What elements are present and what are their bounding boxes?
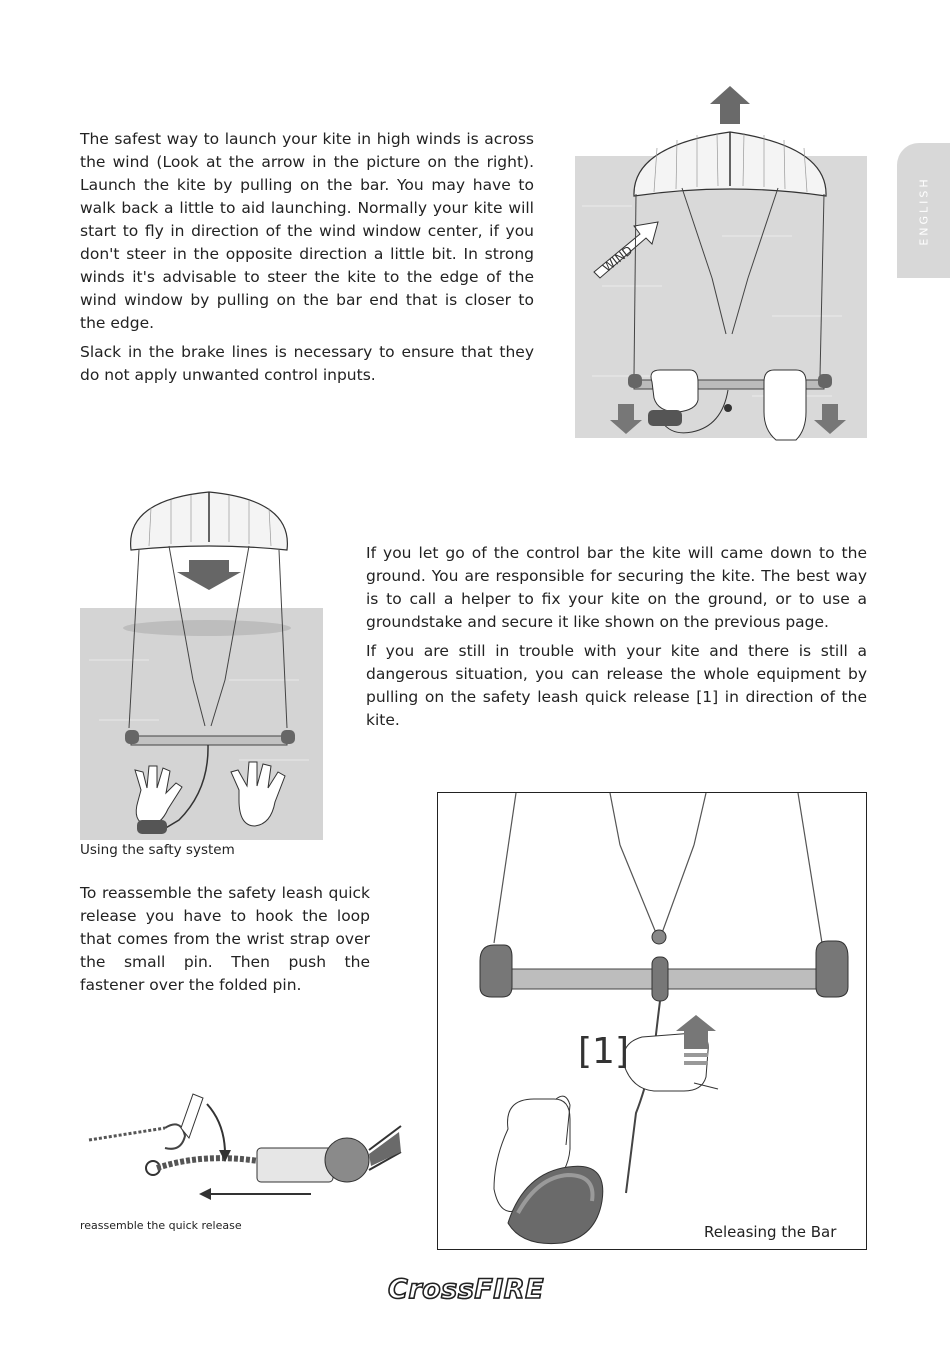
language-tab (897, 143, 950, 278)
reassemble-instructions (80, 882, 370, 1003)
launch-paragraph-1: The safest way to launch your kite in high winds is across the wind (Look at the arrow in the picture on the right). Launch the kite by pulling on the bar. You may have to walk back a little to aid launching. Normally your kite will start to fly in direction of the wind window center, if you don't steer in the opposite direction a little bit. In strong winds it's advisable to steer the kite to the edge of the wind window by pulling on the bar end that is closer to the edge. (80, 130, 534, 332)
wind-label: WIND (600, 243, 636, 275)
safety-system-figure (79, 490, 329, 840)
releasing-bar-caption: Releasing the Bar (704, 1223, 837, 1241)
reassemble-paragraph-1: To reassemble the safety leash quick release you have to hook the loop that comes from the wrist strap over the small pin. Then push the fastener over the folded pin. (80, 884, 370, 994)
safety-system-caption: Using the safty system (80, 842, 235, 858)
releasing-bar-frame (437, 792, 867, 1250)
launch-paragraph-2: Slack in the brake lines is necessary to ensure that they do not apply unwanted control inputs. (80, 343, 534, 384)
safety-paragraph-1: If you let go of the control bar the kite will came down to the ground. You are responsible for securing the kite. The best way is to call a helper to fix your kite on the ground, or to use a groundstake and secure it like shown on the previous page. (366, 544, 867, 631)
quick-release-caption: reassemble the quick release (80, 1219, 242, 1232)
logo-text: CrossFIRE (388, 1274, 545, 1305)
safety-paragraph-2: If you are still in trouble with your kite and there is still a dangerous situation, you can release the whole equipment by pulling on the safety leash quick release [1] in direction of the kite. (366, 642, 867, 729)
safety-instructions (366, 542, 867, 738)
releasing-bar-figure (438, 793, 866, 1249)
launch-figure (572, 86, 872, 446)
release-marker: [1] (578, 1031, 629, 1072)
quick-release-figure (85, 1088, 415, 1208)
launch-instructions (80, 128, 534, 393)
language-tab-label: ENGLISH (917, 175, 930, 246)
crossfire-logo (382, 1268, 582, 1308)
